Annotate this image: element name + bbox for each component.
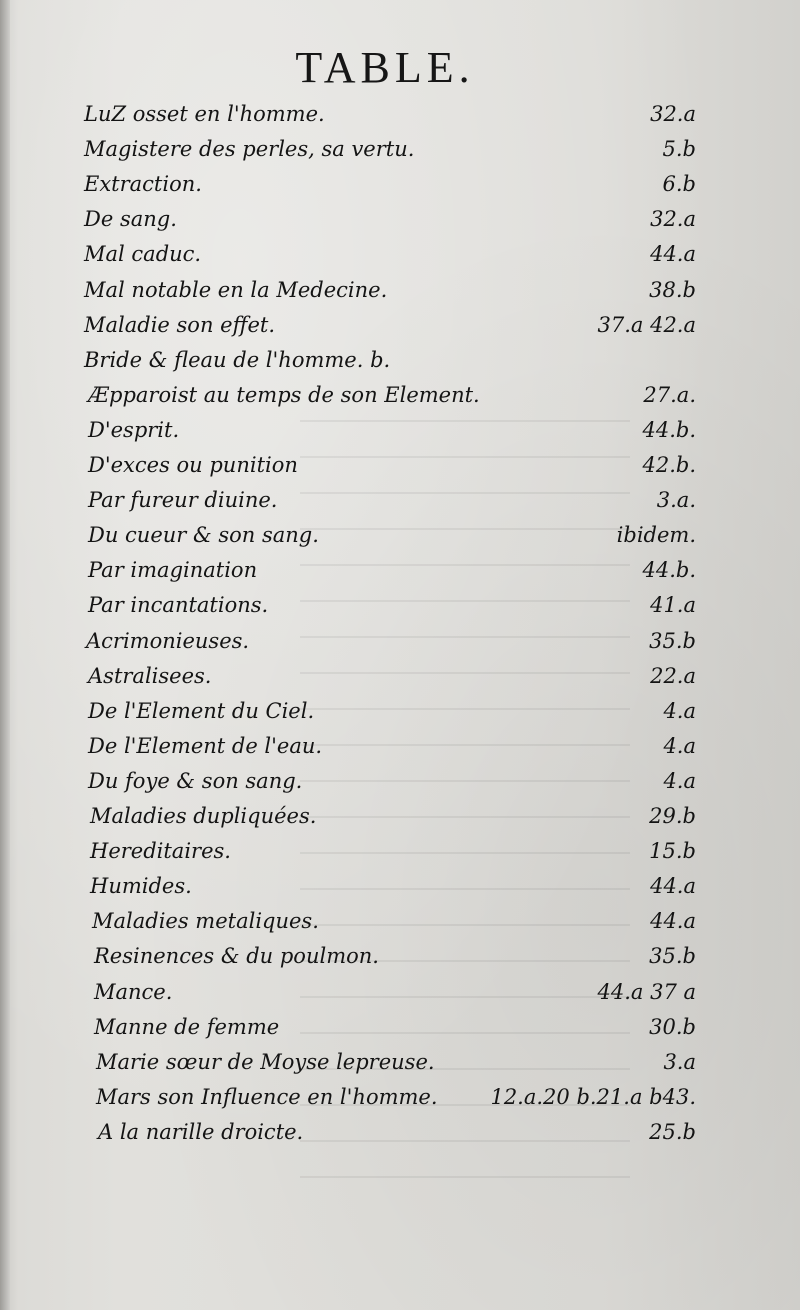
page-reference: 35.b [649,944,696,969]
index-entry [84,593,696,629]
index-term: Par incantations. [88,593,269,618]
index-term: Par imagination [88,558,258,583]
index-term: Humides. [90,874,192,899]
page-reference: 27.a. [643,382,696,407]
index-term: De l'Element de l'eau. [88,733,323,758]
page-reference: 5.b [662,137,696,162]
index-entry [84,629,696,665]
index-term: Astralisees. [88,663,212,688]
index-term: Du foye & son sang. [88,768,303,793]
index-entry [84,523,696,559]
index-entry [84,558,696,594]
index-entry [84,418,696,454]
page-reference: 6.b [662,172,696,197]
index-term: Par fureur diuine. [88,488,278,513]
index-term: Maladies dupliquées. [90,804,317,828]
index-term: Du cueur & son sang. [88,523,319,548]
index-term: Resinences & du poulmon. [94,944,379,969]
binding-edge [0,0,10,1310]
index-term: Manne de femme [94,1014,280,1039]
index-entry [84,207,696,243]
page-reference: 42.b. [642,453,696,477]
page-reference: 4.a [663,698,696,723]
index-entry [84,769,696,805]
page-reference: 29.b [649,804,696,828]
index-term: Acrimonieuses. [86,628,250,653]
page-reference: 30.b [649,1014,696,1039]
index-term: Maladie son effet. [84,312,275,337]
page-reference: 44.a 37 a [597,979,696,1004]
index-entry [84,944,696,980]
index-term: Extraction. [84,172,202,197]
index-entry [84,172,696,208]
index-entry [84,874,696,910]
page-reference: 22.a [650,663,696,688]
index-entry [84,1015,696,1051]
page-reference: 15.b [649,839,696,864]
page-reference: 44.a [650,242,696,267]
index-term: D'exces ou punition [88,453,298,477]
index-term: Mal notable en la Medecine. [84,277,388,302]
index-entry [84,313,696,349]
index-entry [84,1085,696,1121]
index-term: Marie sœur de Moyse lepreuse. [96,1049,435,1074]
index-term: Mance. [94,979,173,1004]
index-term: Mars son Influence en l'homme. [96,1084,438,1109]
index-entry [84,278,696,314]
page-reference: ibidem. [616,523,696,548]
page-reference: 41.a [650,593,696,618]
index-term: De l'Element du Ciel. [88,698,315,723]
index-entry [84,664,696,700]
page-reference: 4.a [663,733,696,758]
index-entry [84,383,696,419]
index-entry [84,734,696,770]
index-entry [84,699,696,735]
index-term: Æpparoist au temps de son Element. [88,382,480,407]
index-entry [84,909,696,945]
page-reference: 38.b [649,277,696,302]
index-term: Bride & fleau de l'homme. b. [84,347,391,372]
index-entry [84,980,696,1016]
page-reference: 3.a. [656,488,696,513]
page-reference: 12.a.20 b.21.a b43. [490,1084,696,1109]
index-entry [84,839,696,875]
index-entry [84,348,696,384]
index-term: De sang. [84,207,177,232]
page-reference: 44.b. [642,558,696,583]
page-reference: 35.b [649,628,696,653]
index-entry [84,137,696,173]
page-reference: 37.a 42.a [597,312,696,337]
index-term: Hereditaires. [90,839,231,864]
index-entry [84,453,696,489]
index-term: A la narille droicte. [98,1119,304,1144]
page-reference: 44.b. [642,417,696,442]
index-term: Mal caduc. [84,242,202,267]
index-entry [84,242,696,278]
page-heading: TABLE. [295,43,475,92]
page-reference: 32.a [650,207,696,232]
index-entry [84,102,696,138]
index-entry [84,1120,696,1156]
index-entry [84,488,696,524]
page-reference: 4.a [663,768,696,793]
page-reference: 25.b [649,1119,696,1144]
page-reference: 32.a [650,102,696,126]
index-term: Maladies metaliques. [92,909,319,934]
page-reference: 44.a [650,909,696,934]
index-entry [84,804,696,840]
index-term: Magistere des perles, sa vertu. [84,137,415,162]
page-reference: 44.a [650,874,696,899]
index-term: D'esprit. [88,417,180,442]
index-term: LuZ osset en l'homme. [84,102,325,126]
page-reference: 3.a [663,1049,696,1074]
index-entry [84,1050,696,1086]
